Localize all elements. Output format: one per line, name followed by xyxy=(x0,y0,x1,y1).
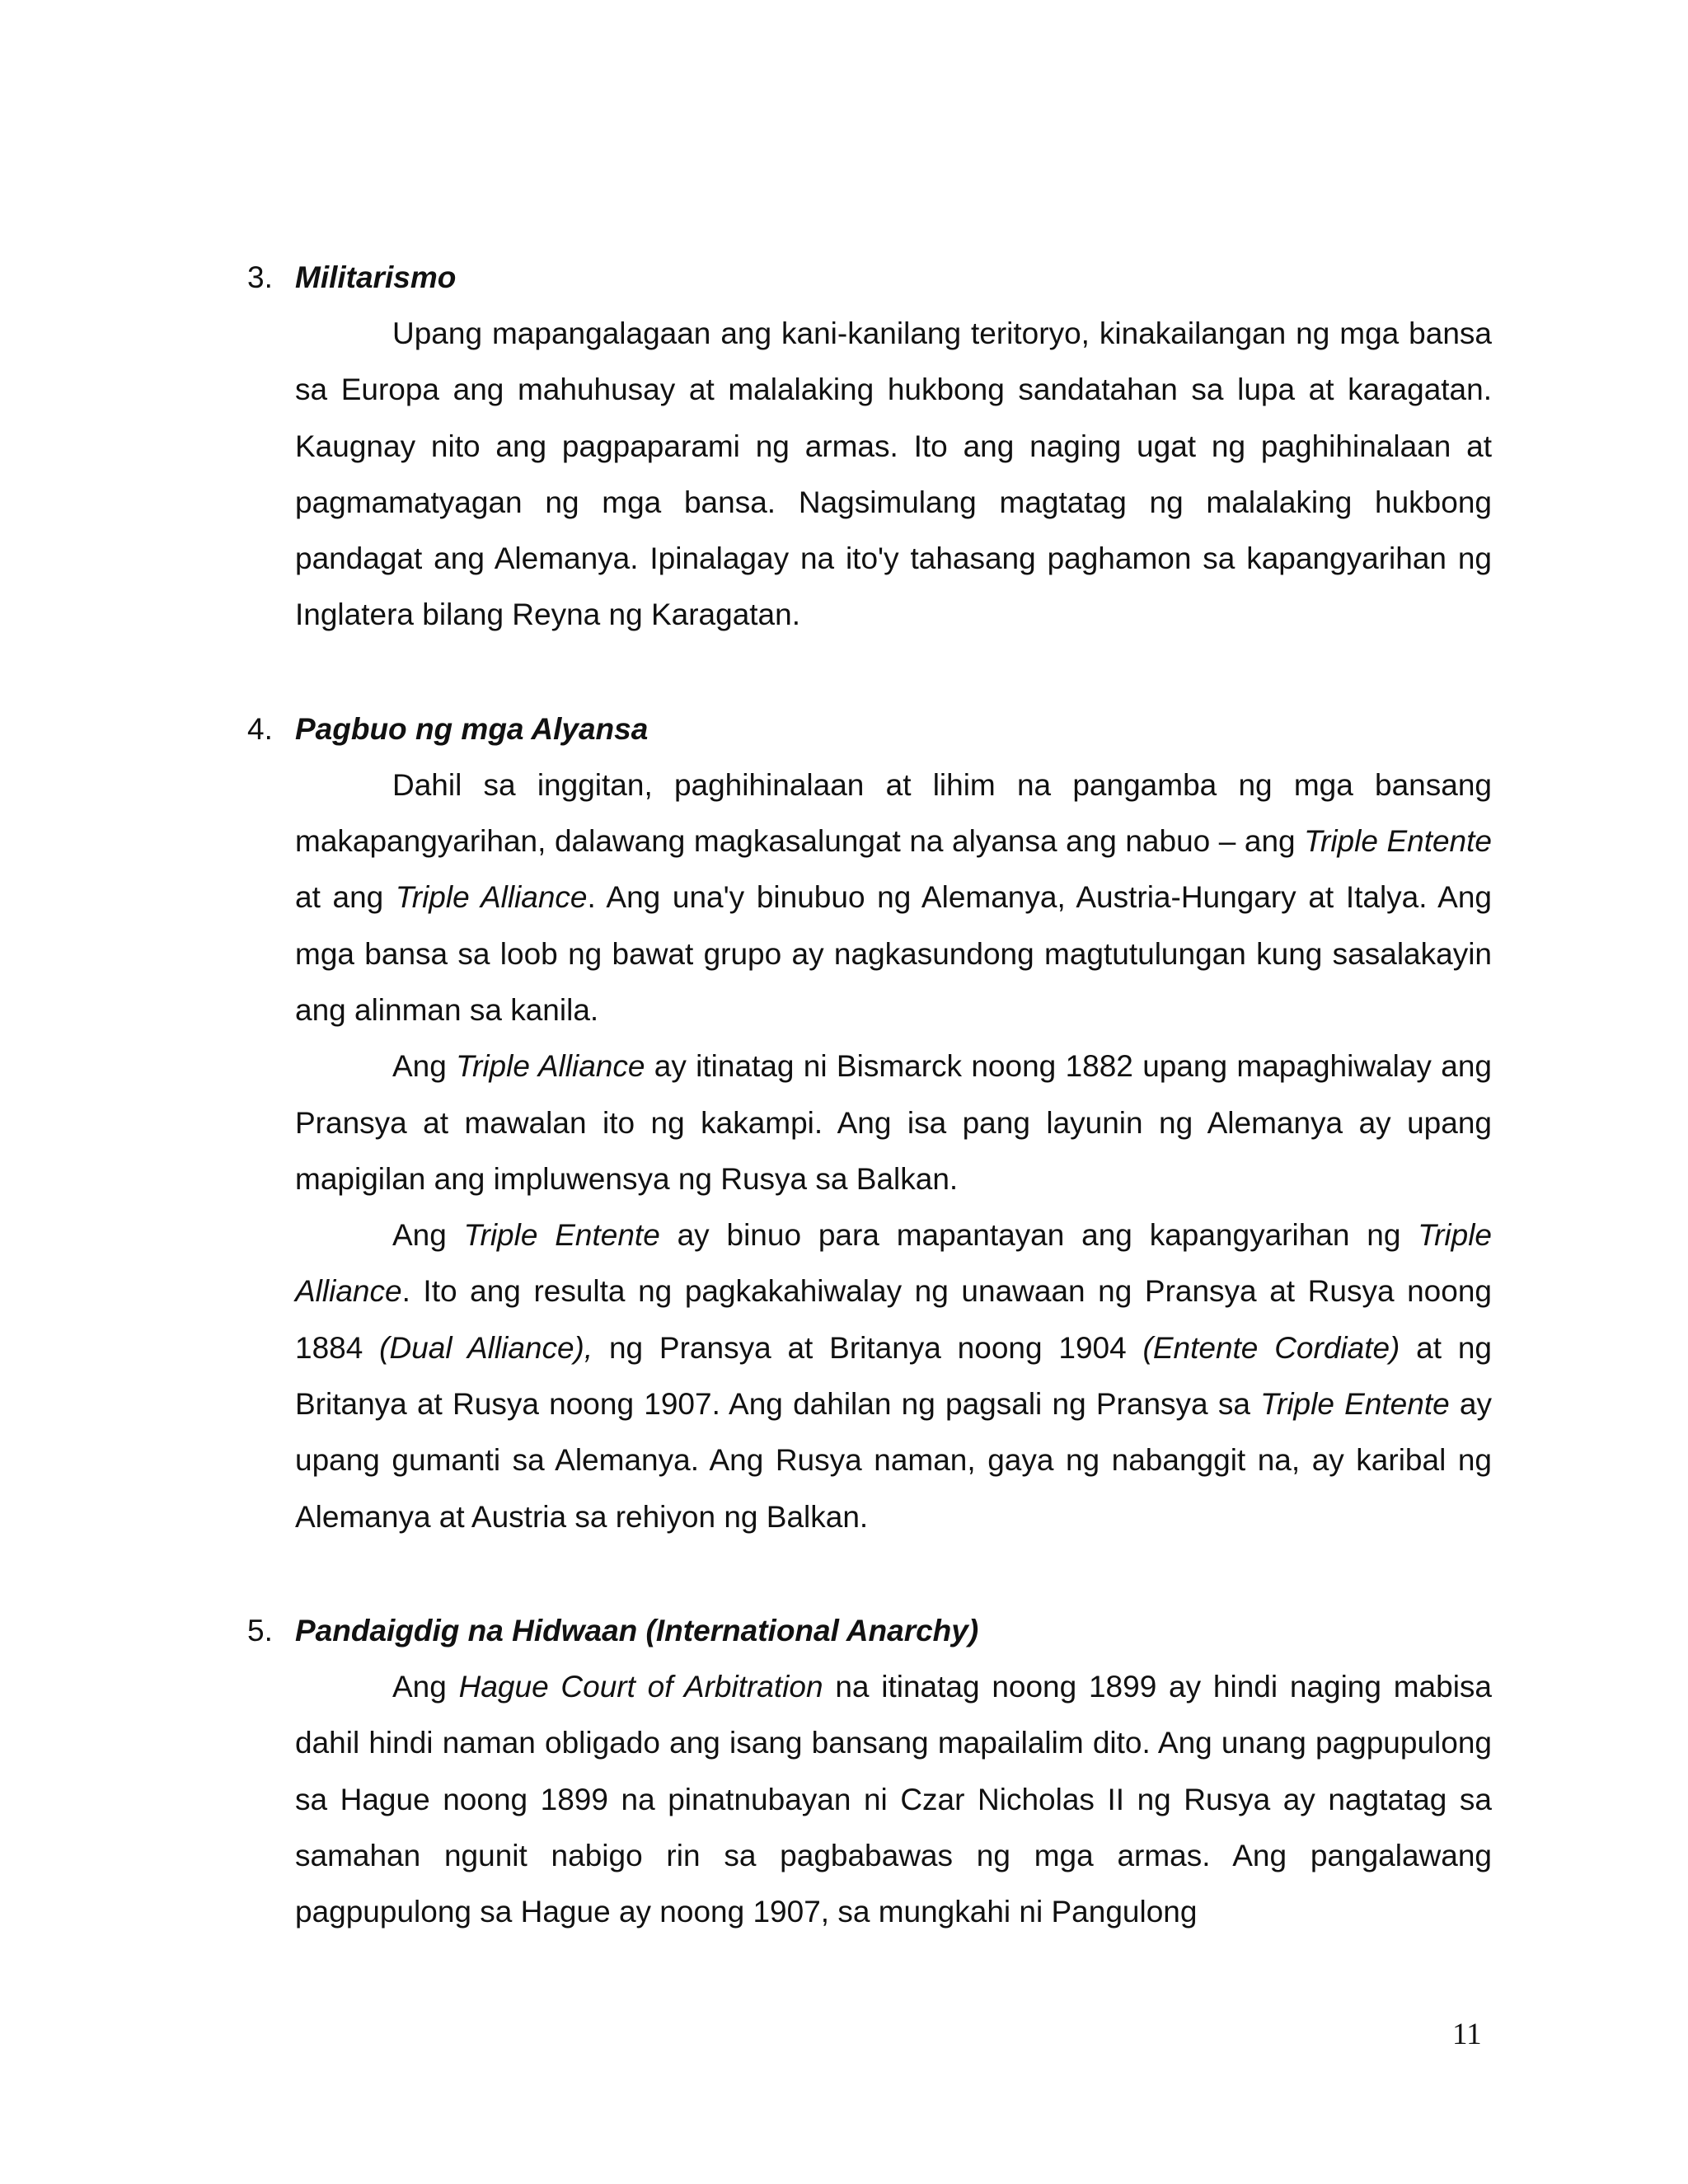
italic-term: (Entente Cordiate) xyxy=(1142,1330,1400,1365)
text-run: Ang xyxy=(392,1669,459,1704)
section-title: Pagbuo ng mga Alyansa xyxy=(295,711,649,746)
section-title: Pandaigdig na Hidwaan (International Anarchy) xyxy=(295,1613,979,1647)
text-run: ng Pransya at Britanya noong 1904 xyxy=(593,1330,1143,1365)
paragraph xyxy=(295,1659,1492,1940)
section-header xyxy=(247,701,1492,757)
page-number: 11 xyxy=(1452,2018,1482,2051)
section-header xyxy=(247,250,1492,306)
section-militarismo xyxy=(247,250,1492,644)
text-run: ay binuo para mapantayan ang kapangyarihan ng xyxy=(659,1218,1418,1253)
page-content xyxy=(247,250,1492,1998)
text-run: at ang xyxy=(295,880,396,915)
text-run: Dahil sa inggitan, paghihinalaan at lihim na pangamba ng mga bansang makapangyarihan, dalawang magkasalungat na alyansa ang nabuo – ang xyxy=(295,767,1492,859)
text-run: ay upang gumanti sa Alemanya. Ang Rusya naman, gaya ng nabanggit na, ay karibal ng Alemanya at Austria sa rehiyon ng Balkan. xyxy=(295,1387,1492,1534)
italic-term: Hague Court of Arbitration xyxy=(458,1669,823,1704)
text-run: Ang xyxy=(392,1049,457,1084)
italic-term: Triple Entente xyxy=(1304,824,1492,859)
section-pandaigdig-na-hidwaan xyxy=(247,1603,1492,1940)
text-run: Upang mapangalagaan ang kani-kanilang teritoryo, kinakailangan ng mga bansa sa Europa ang mahuhusay at malalaking hukbong sandatahan sa lupa at karagatan. Kaugnay nito ang pagpaparami ng armas. Ito ang naging ugat ng paghihinalaan at pagmamatyagan ng mga bansa. Nagsimulang magtatag ng malalaking hukbong pandagat ang Alemanya. Ipinalagay na ito'y tahasang paghamon sa kapangyarihan ng Inglatera bilang Reyna ng Karagatan. xyxy=(295,316,1492,632)
italic-term: Triple Entente xyxy=(463,1218,660,1253)
paragraph xyxy=(295,1038,1492,1207)
text-run: at ng Britanya at Rusya noong 1907. Ang dahilan ng pagsali ng Pransya sa xyxy=(295,1330,1493,1422)
text-run: ay itinatag ni Bismarck noong 1882 upang mapaghiwalay ang Pransya at mawalan ito ng kakampi. Ang isa pang layunin ng Alemanya ay upang mapigilan ang impluwensya ng Rusya sa Balkan. xyxy=(295,1049,1492,1196)
italic-term: Triple Alliance xyxy=(456,1049,645,1084)
section-pagbuo-ng-mga-alyansa xyxy=(247,701,1492,1545)
italic-term: (Dual Alliance), xyxy=(379,1330,593,1365)
text-run: Ang xyxy=(392,1218,464,1253)
paragraph xyxy=(295,757,1492,1038)
section-number: 5. xyxy=(247,1613,273,1647)
section-header xyxy=(247,1603,1492,1659)
italic-term: Triple Alliance xyxy=(295,1218,1492,1309)
section-number: 3. xyxy=(247,260,273,294)
italic-term: Triple Entente xyxy=(1260,1387,1450,1422)
italic-term: Triple Alliance xyxy=(395,880,588,915)
paragraph xyxy=(295,306,1492,644)
text-run: . Ang una'y binubuo ng Alemanya, Austria-Hungary at Italya. Ang mga bansa sa loob ng bawat grupo ay nagkasundong magtutulungan kung sasalakayin ang alinman sa kanila. xyxy=(295,880,1492,1027)
text-run: . Ito ang resulta ng pagkakahiwalay ng unawaan ng Pransya at Rusya noong 1884 xyxy=(295,1274,1492,1365)
section-title: Militarismo xyxy=(295,260,457,294)
paragraph xyxy=(295,1207,1492,1545)
section-number: 4. xyxy=(247,711,273,746)
text-run: na itinatag noong 1899 ay hindi naging mabisa dahil hindi naman obligado ang isang bansang mapailalim dito. Ang unang pagpupulong sa Hague noong 1899 na pinatnubayan ni Czar Nicholas II ng Rusya ay nagtatag sa samahan ngunit nabigo rin sa pagbabawas ng mga armas. Ang pangalawang pagpupulong sa Hague ay noong 1907, sa mungkahi ni Pangulong xyxy=(295,1669,1492,1929)
